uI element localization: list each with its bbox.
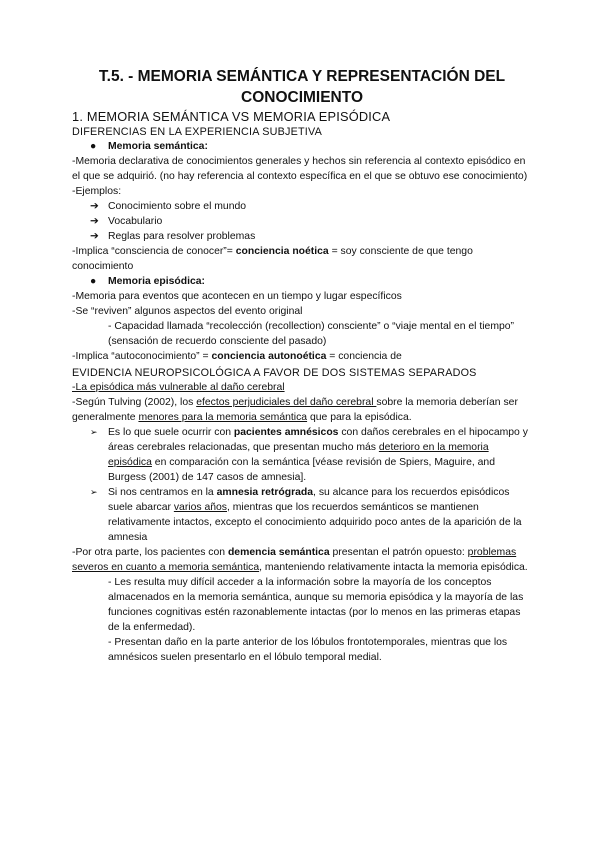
bullet-memoria-episodica — [72, 274, 532, 289]
demencia-detail-1: - Les resulta muy difícil acceder a la información sobre la mayoría de los conceptos almacenados en la memoria semántica, aunque su memoria episódica y la mayoría de las funciones cognitivas estén razonablemente intactas (por lo menos en las primeras etapas de la enfermedad). — [108, 577, 524, 633]
document-title: T.5. - MEMORIA SEMÁNTICA Y REPRESENTACIÓN DEL CONOCIMIENTO — [98, 68, 506, 106]
section-heading-2: EVIDENCIA NEUROPSICOLÓGICA A FAVOR DE DOS SISTEMAS SEPARADOS — [72, 367, 477, 379]
episodica-vulnerable: -La episódica más vulnerable al daño cerebral — [72, 382, 285, 393]
tulving-paragraph: -Según Tulving (2002), los efectos perjudiciales del daño cerebral sobre la memoria deberían ser generalmente menores para la memoria semántica que para la episódica. — [72, 397, 518, 423]
demencia-paragraph: -Por otra parte, los pacientes con demencia semántica presentan el patrón opuesto: problemas severos en cuanto a memoria semántica, manteniendo relativamente intacta la memoria episódica. — [72, 547, 528, 573]
triangle-arrow-icon: ➢ — [90, 487, 98, 497]
arrow-icon: ➔ — [90, 216, 99, 227]
episodica-line-1: -Memoria para eventos que acontecen en un tiempo y lugar específicos — [72, 291, 402, 302]
bullet-dot: ● — [90, 276, 97, 287]
bullet-memoria-semantica — [72, 139, 532, 154]
bullet-label: Memoria semántica: — [108, 141, 208, 152]
point-amnesia-retrograda: ➢ Si nos centramos en la amnesia retrógrada, su alcance para los recuerdos episódicos suele abarcar varios años, mientras que los recuerdos semánticos se mantienen relativamente intactos, excepto el conocimiento adquirido poco antes de la aparición de la amnesia — [90, 487, 522, 543]
episodica-line-2: -Se “reviven” algunos aspectos del evento original — [72, 306, 303, 317]
episodica-implica: -Implica “autoconocimiento” = conciencia autonoética = conciencia de — [72, 351, 402, 362]
ejemplo-item: ➔ Reglas para resolver problemas — [90, 231, 256, 242]
triangle-arrow-icon: ➢ — [90, 427, 98, 437]
arrow-icon: ➔ — [90, 231, 99, 242]
arrow-icon: ➔ — [90, 201, 99, 212]
document-page — [72, 66, 532, 665]
ejemplos-label: -Ejemplos: — [72, 186, 122, 197]
section-heading-1: 1. MEMORIA SEMÁNTICA VS MEMORIA EPISÓDICA — [72, 109, 391, 124]
semantica-definition: -Memoria declarativa de conocimientos generales y hechos sin referencia al contexto episódico en el que se adquirió. (no hay referencia al contexto específica en el que se obtuvo ese conocimiento) — [72, 156, 528, 182]
bullet-dot: ● — [90, 141, 97, 152]
subheading-differences: DIFERENCIAS EN LA EXPERIENCIA SUBJETIVA — [72, 126, 322, 138]
semantica-implica: -Implica “consciencia de conocer”= conciencia noética = soy consciente de que tengo conocimiento — [72, 246, 473, 272]
demencia-detail-2: - Presentan daño en la parte anterior de los lóbulos frontotemporales, mientras que los amnésicos suelen presentarlo en el lóbulo temporal medial. — [108, 637, 508, 663]
bullet-label: Memoria episódica: — [108, 276, 206, 287]
episodica-sub: - Capacidad llamada “recolección (recollection) consciente” o “viaje mental en el tiempo” (sensación de recuerdo consciente del pasado) — [108, 321, 515, 347]
point-amnesicos: ➢ Es lo que suele ocurrir con pacientes amnésicos con daños cerebrales en el hipocampo y áreas cerebrales relacionadas, que presentan mucho más deterioro en la memoria episódica en comparación con la semántica [véase revisión de Spiers, Maguire, and Burgess (2001) de 147 casos de amnesia]. — [90, 427, 528, 483]
ejemplo-item: ➔ Conocimiento sobre el mundo — [90, 201, 247, 212]
ejemplo-item: ➔ Vocabulario — [90, 216, 163, 227]
